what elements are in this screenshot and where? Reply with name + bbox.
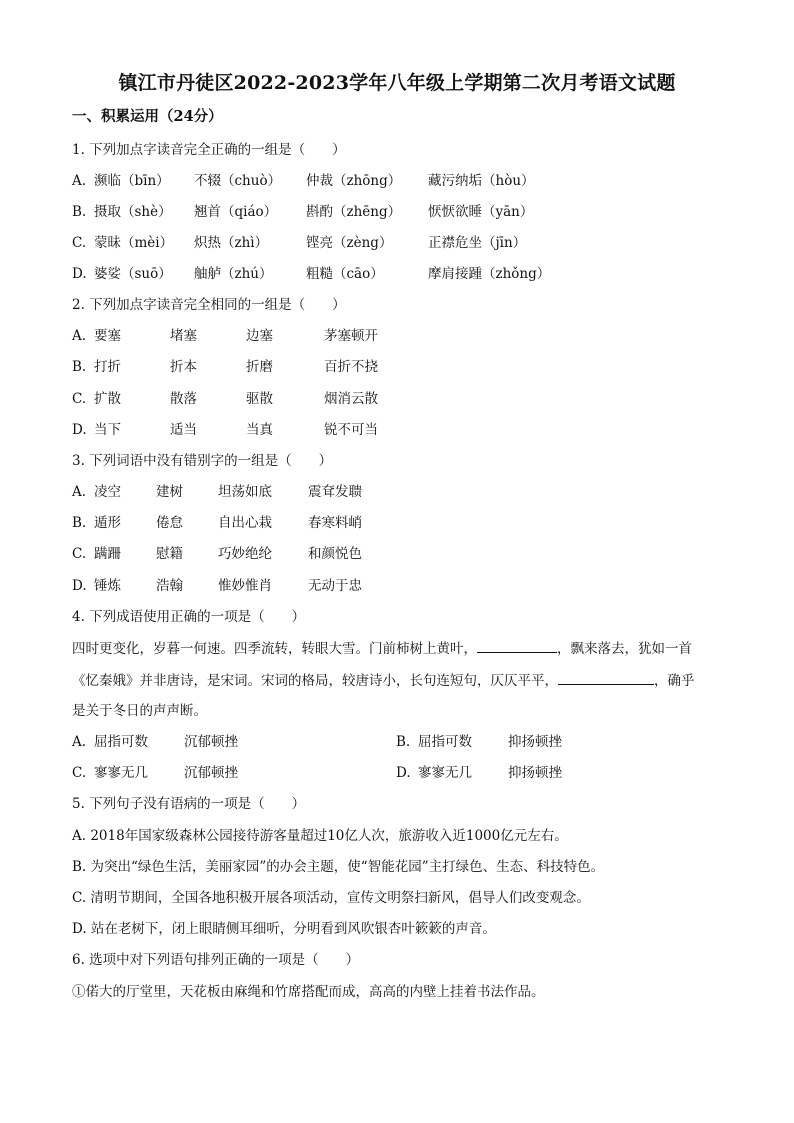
option-item: 抑扬顿挫 [508,734,562,750]
option-item: 摄取（shè） [94,204,172,220]
option-item: 散落 [170,391,197,407]
q5-option-a[interactable]: A. 2018年国家级森林公园接待游客量超过10亿人次，旅游收入近1000亿元左右。 [72,828,568,844]
q5-option-d[interactable]: D. 站在老树下，闭上眼睛侧耳细听，分明看到风吹银杏叶簌簌的声音。 [72,921,496,937]
q4-passage-line-3: 是关于冬日的声声断。 [72,703,207,719]
option-label: C. [72,391,87,407]
option-item: 无动于忠 [308,578,362,594]
option-label: B. [72,204,87,220]
option-item: 边塞 [246,328,273,344]
option-item: 屈指可数 [418,734,472,750]
option-item: 春寒料峭 [308,515,362,531]
question-3-stem: 3. 下列词语中没有错别字的一组是（ ） [72,453,333,469]
option-item: 铿亮（zèng） [306,235,393,251]
q4-option-c[interactable] [72,763,238,783]
q4-option-a[interactable] [72,732,238,752]
option-item: 锤炼 [94,578,121,594]
option-item: 百折不挠 [324,359,378,375]
option-item: 驱散 [246,391,273,407]
option-item: 蹒跚 [94,546,121,562]
option-item: 当下 [94,422,121,438]
option-label: A. [72,484,87,500]
option-item: 巧妙绝纶 [218,546,272,562]
option-label: A. [72,173,87,189]
option-item: 浩翰 [156,578,183,594]
option-item: 当真 [246,422,273,438]
q4-passage-line-1 [72,638,692,659]
option-item: 翘首（qiáo） [194,204,278,220]
option-item: 折磨 [246,359,273,375]
option-item: 茅塞顿开 [324,328,378,344]
option-item: 要塞 [94,328,121,344]
option-item: 恹恹欲睡（yān） [428,204,534,220]
q4-option-b[interactable] [396,732,562,752]
option-label: D. [72,578,87,594]
page-title: 镇江市丹徒区2022-2023学年八年级上学期第二次月考语文试题 [118,72,676,94]
option-item: 慰籍 [156,546,183,562]
option-label: B. [396,734,411,750]
q5-option-b[interactable]: B. 为突出“绿色生活，美丽家园”的办会主题，使“智能花园”主打绿色、生态、科技特色。 [72,859,605,875]
option-item: 折本 [170,359,197,375]
option-item: 沉郁顿挫 [184,734,238,750]
option-item: 不辍（chuò） [194,173,282,189]
option-item: 打折 [94,359,121,375]
option-item: 蒙昧（mèi） [94,235,174,251]
option-item: 锐不可当 [324,422,378,438]
option-item: 遁形 [94,515,121,531]
option-label: A. [72,734,87,750]
option-item: 震耷发聩 [308,484,362,500]
q5-option-c[interactable]: C. 清明节期间，全国各地积极开展各项活动，宣传文明祭扫新风，倡导人们改变观念。 [72,890,590,906]
q6-sentence-1: ①偌大的厅堂里，天花板由麻绳和竹席搭配而成，高高的内壁上挂着书法作品。 [72,984,545,1000]
option-item: 倦怠 [156,515,183,531]
section-heading: 一、积累运用（24分） [72,108,223,125]
option-label: D. [72,422,87,438]
passage-text: 四时更变化，岁暮一何速。四季流转，转眼大雪。门前柿树上黄叶， [72,641,477,657]
fill-blank-2[interactable] [558,670,654,685]
option-item: 婆娑（suō） [94,266,172,282]
question-2-stem: 2. 下列加点字读音完全相同的一组是（ ） [72,297,346,313]
option-item: 和颜悦色 [308,546,362,562]
option-item: 惟妙惟肖 [218,578,272,594]
option-item: 烟消云散 [324,391,378,407]
option-item: 沉郁顿挫 [184,765,238,781]
option-item: 寥寥无几 [418,765,472,781]
option-item: 摩肩接踵（zhǒng） [428,266,551,282]
option-label: B. [72,515,87,531]
fill-blank-1[interactable] [477,638,557,653]
option-item: 濒临（bīn） [94,173,170,189]
passage-text: 《忆秦娥》并非唐诗，是宋词。宋词的格局，较唐诗小，长句连短句，仄仄平平， [72,673,558,689]
option-item: 堵塞 [170,328,197,344]
question-5-stem: 5. 下列句子没有语病的一项是（ ） [72,796,306,812]
option-label: D. [396,765,411,781]
option-item: 藏污纳垢（hòu） [428,173,535,189]
option-item: 炽热（zhì） [194,235,269,251]
option-item: 建树 [156,484,183,500]
question-4-stem: 4. 下列成语使用正确的一项是（ ） [72,609,306,625]
passage-text: ，确乎 [654,673,695,689]
option-item: 粗糙（cāo） [306,266,384,282]
option-item: 正襟危坐（jīn） [428,235,527,251]
passage-text: ，飘来落去，犹如一首 [557,641,692,657]
option-item: 自出心栽 [218,515,272,531]
q4-option-d[interactable] [396,763,562,783]
option-item: 寥寥无几 [94,765,148,781]
question-1-stem: 1. 下列加点字读音完全正确的一组是（ ） [72,142,346,158]
option-label: C. [72,546,87,562]
option-item: 舳舻（zhú） [194,266,273,282]
option-label: B. [72,359,87,375]
option-item: 坦荡如底 [218,484,272,500]
option-item: 抑扬顿挫 [508,765,562,781]
option-item: 仲裁（zhōng） [306,173,402,189]
option-item: 凌空 [94,484,121,500]
question-6-stem: 6. 选项中对下列语句排列正确的一项是（ ） [72,952,360,968]
option-label: C. [72,235,87,251]
option-label: A. [72,328,87,344]
option-label: C. [72,765,87,781]
q4-passage-line-2 [72,670,695,691]
option-label: D. [72,266,87,282]
option-item: 适当 [170,422,197,438]
option-item: 斟酌（zhēng） [306,204,402,220]
option-item: 扩散 [94,391,121,407]
option-item: 屈指可数 [94,734,148,750]
